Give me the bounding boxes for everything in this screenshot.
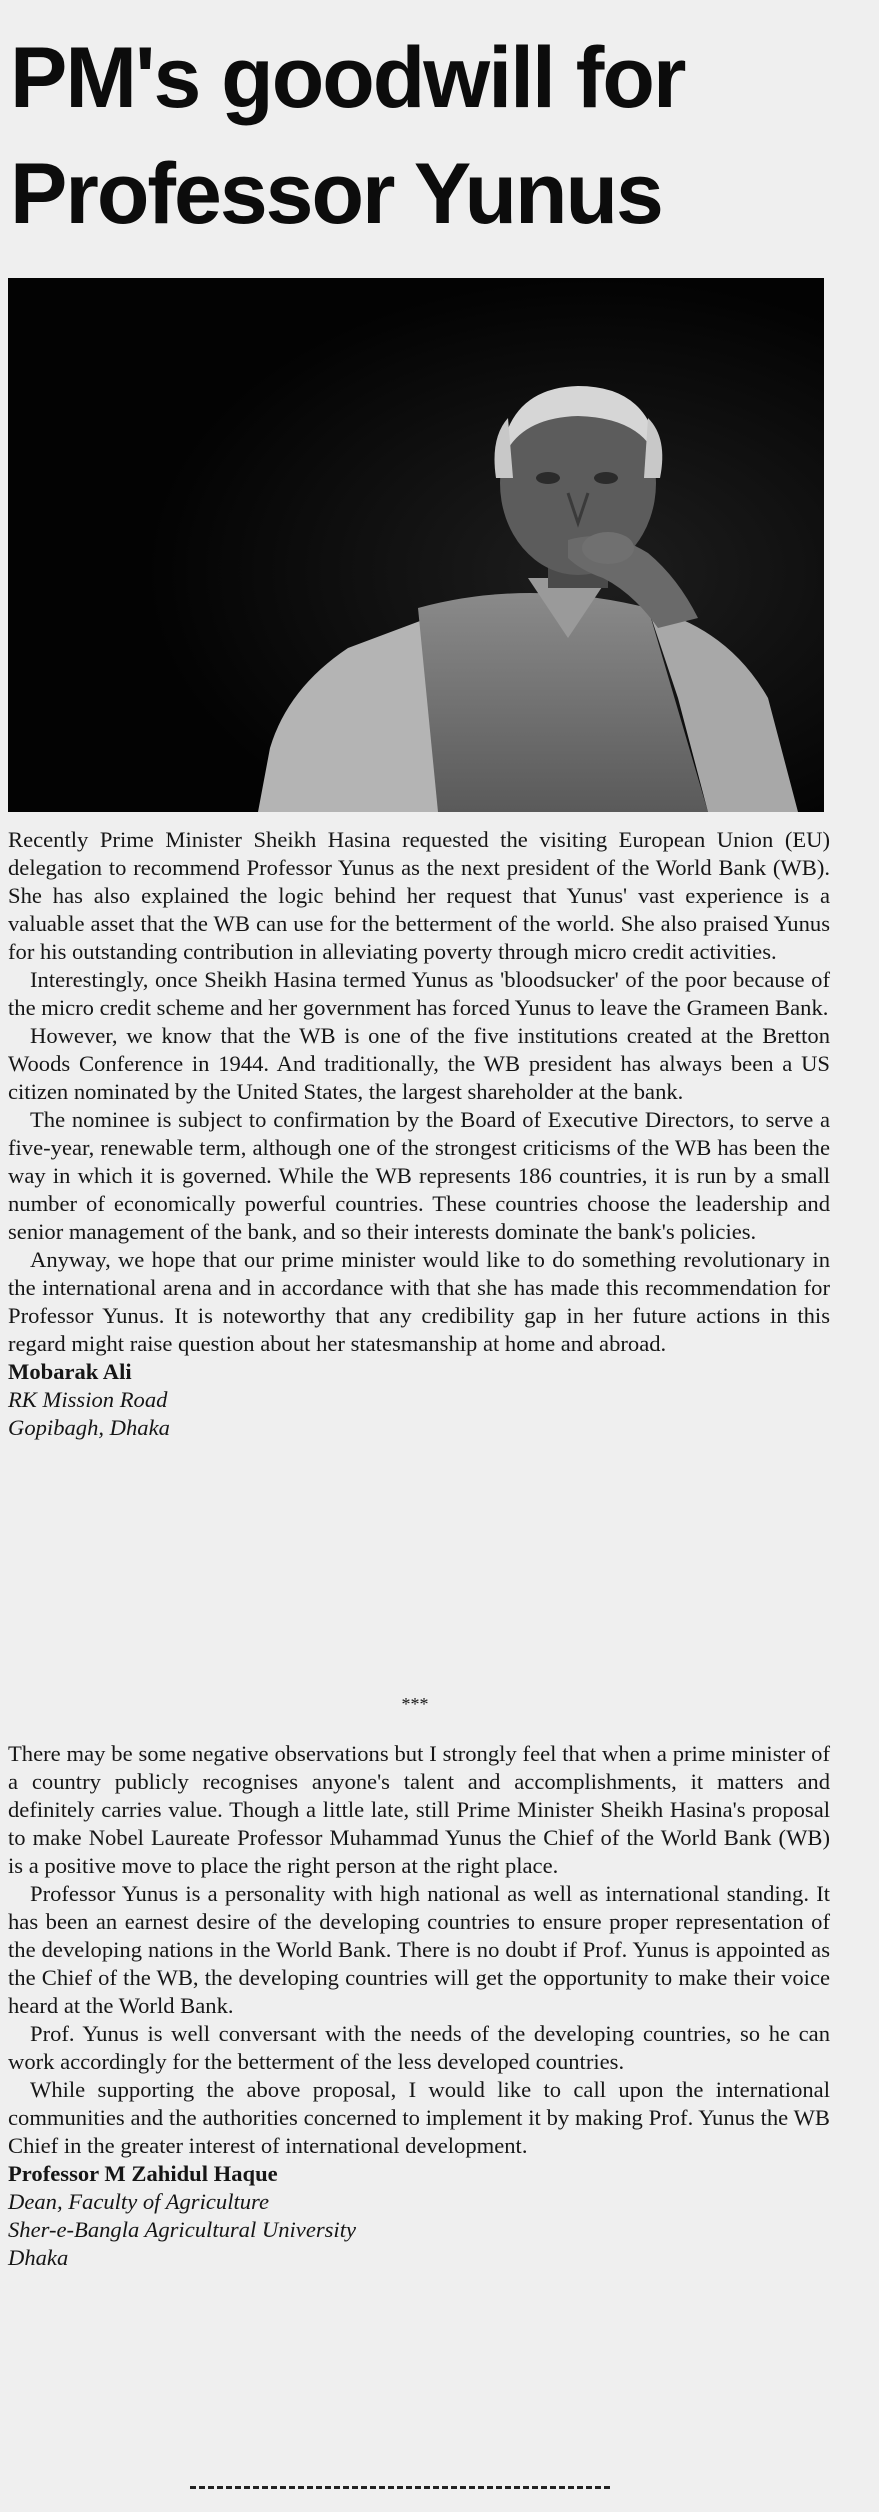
bottom-dashed-rule xyxy=(190,2486,610,2489)
letter-1-author-address-1: RK Mission Road xyxy=(8,1387,168,1412)
headline-line-1: PM's goodwill for xyxy=(10,30,685,126)
letter-2-author-name: Professor M Zahidul Haque xyxy=(8,2161,278,2186)
letter-2-paragraph-2: Professor Yunus is a personality with high national as well as international standing. It has been an earnest desire of the developing countries to ensure proper representation of the developing nations in the World Bank. There is no doubt if Prof. Yunus is appointed as the Chief of the WB, the developing countries will get the opportunity to make their voice heard at the World Bank. xyxy=(8,1881,830,2018)
headline-line-2: Professor Yunus xyxy=(10,146,662,242)
letter-1-paragraph-1: Recently Prime Minister Sheikh Hasina requested the visiting European Union (EU) delegation to recommend Professor Yunus as the next president of the World Bank (WB). She has also explained the logic behind her request that Yunus' vast experience is a valuable asset that the WB can use for the betterment of the world. She also praised Yunus for his outstanding contribution in alleviating poverty through micro credit activities. xyxy=(8,827,830,964)
headline xyxy=(10,20,870,252)
letter-2-paragraph-1: There may be some negative observations but I strongly feel that when a prime minister of a country publicly recognises anyone's talent and accomplishments, it matters and definitely carries value. Though a little late, still Prime Minister Sheikh Hasina's proposal to make Nobel Laureate Professor Muhammad Yunus the Chief of the World Bank (WB) is a positive move to place the right person at the right place. xyxy=(8,1741,830,1878)
letter-1-paragraph-5: Anyway, we hope that our prime minister would like to do something revolutionary in the international arena and in accordance with that she has made this recommendation for Professor Yunus. It is noteworthy that any credibility gap in her future actions in this regard might raise question about her statesmanship at home and abroad. xyxy=(8,1247,830,1356)
letter-1-paragraph-4: The nominee is subject to confirmation by the Board of Executive Directors, to serve a five-year, renewable term, although one of the strongest criticisms of the WB has been the way in which it is governed. While the WB represents 186 countries, it is run by a small number of economically powerful countries. These countries choose the leadership and senior management of the bank, and so their interests dominate the bank's policies. xyxy=(8,1107,830,1244)
portrait-photo xyxy=(8,278,824,812)
letter-1-paragraph-2: Interestingly, once Sheikh Hasina termed Yunus as 'bloodsucker' of the poor because of the micro credit scheme and her government has forced Yunus to leave the Grameen Bank. xyxy=(8,967,830,1020)
letter-2-author-city: Dhaka xyxy=(8,2245,69,2270)
letter-2 xyxy=(8,1740,830,2272)
letter-2-paragraph-3: Prof. Yunus is well conversant with the needs of the developing countries, so he can work accordingly for the betterment of the less developed countries. xyxy=(8,2021,830,2074)
portrait-illustration xyxy=(8,278,824,812)
letter-2-paragraph-4: While supporting the above proposal, I would like to call upon the international communities and the authorities concerned to implement it by making Prof. Yunus the WB Chief in the greater interest of international development. xyxy=(8,2077,830,2158)
letter-2-author-title: Dean, Faculty of Agriculture xyxy=(8,2189,270,2214)
letter-1-author-name: Mobarak Ali xyxy=(8,1359,132,1384)
letter-1-author-address-2: Gopibagh, Dhaka xyxy=(8,1415,170,1440)
letter-separator: *** xyxy=(401,1694,429,1714)
letter-2-author-institution: Sher-e-Bangla Agricultural University xyxy=(8,2217,357,2242)
letter-1 xyxy=(8,826,830,1442)
letter-1-paragraph-3: However, we know that the WB is one of the five institutions created at the Bretton Woods Conference in 1944. And traditionally, the WB president has always been a US citizen nominated by the United States, the largest shareholder at the bank. xyxy=(8,1023,830,1104)
